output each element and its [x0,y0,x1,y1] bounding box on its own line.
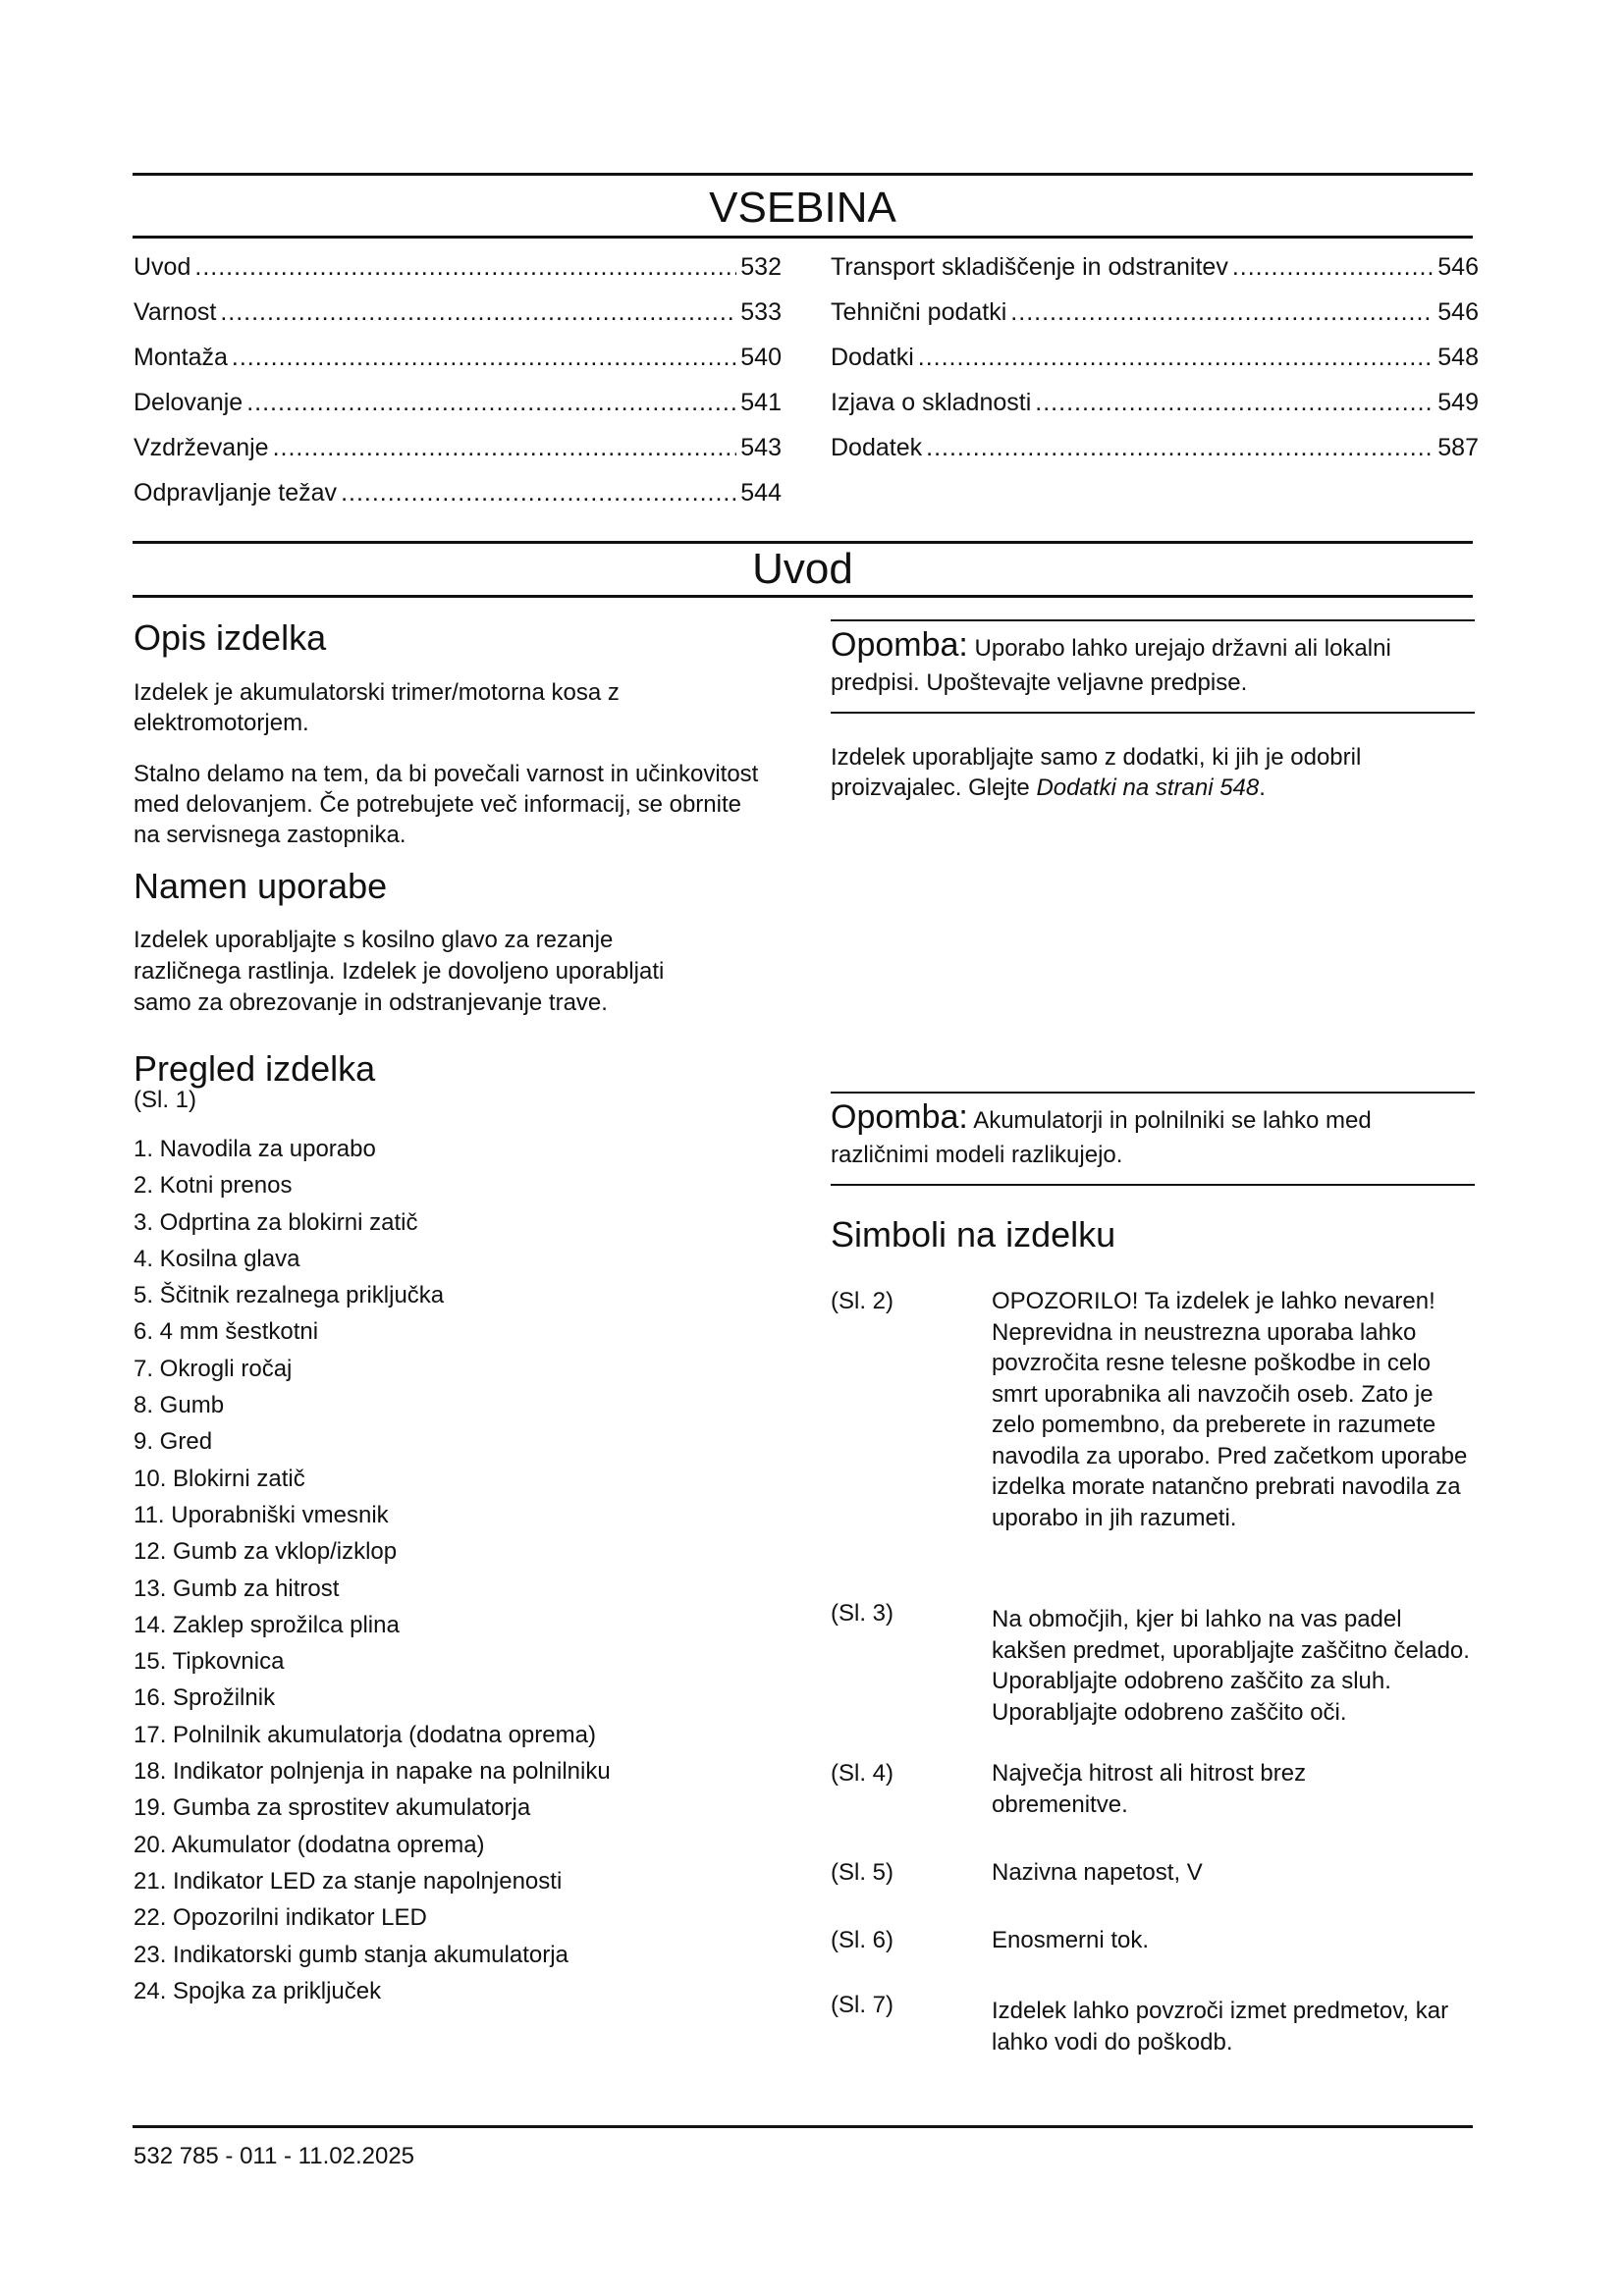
toc-entry-page: 544 [740,479,782,507]
list-item: 11. Uporabniški vmesnik [134,1501,389,1528]
list-item: 6. 4 mm šestkotni [134,1318,319,1346]
list-item: 16. Sprožilnik [134,1684,276,1712]
toc-left-column [134,247,782,518]
toc-entry-page: 533 [740,298,782,326]
list-item: 19. Gumba za sprostitev akumulatorja [134,1794,531,1822]
toc-entry[interactable] [134,428,782,473]
toc-entry-page: 549 [1437,389,1479,416]
toc-entry-page: 532 [740,253,782,281]
symbol-desc: Nazivna napetost, V [992,1859,1203,1886]
toc-entry-page: 541 [740,389,782,416]
intended-use [134,865,762,1019]
accessories-text: Izdelek uporabljajte samo z dodatki, ki jih je odobril proizvajalec. Glejte [831,744,1362,801]
list-item: 17. Polnilnik akumulatorja (dodatna oprema) [134,1721,596,1748]
list-item: 1. Navodila za uporabo [134,1136,376,1162]
toc-entry[interactable] [831,428,1479,473]
symbol-desc: Izdelek lahko povzroči izmet predmetov, kar lahko vodi do poškodb. [992,1998,1449,2056]
toc-entry[interactable] [134,383,782,428]
toc-entry-label: Vzdrževanje [134,434,269,461]
product-overview-heading: Pregled izdelka [134,1048,376,1089]
top-rule [133,173,1473,176]
intro-title: Uvod [752,545,853,593]
list-item: 18. Indikator polnjenja in napake na polnilniku [134,1758,611,1786]
accessories-end: . [1259,774,1266,801]
footer-doc-id: 532 785 - 011 - 11.02.2025 [134,2143,415,2169]
toc-entry-label: Varnost [134,298,217,326]
list-item: 22. Opozorilni indikator LED [134,1904,427,1932]
list-item: 15. Tipkovnica [134,1648,285,1676]
symbol-ref: (Sl. 2) [831,1288,894,1314]
note-label: Opomba: [831,1098,968,1136]
list-item: 9. Gred [134,1428,213,1456]
symbols-heading: Simboli na izdelku [831,1214,1116,1255]
symbol-ref: (Sl. 4) [831,1760,894,1787]
note-batteries [831,1092,1475,1186]
symbol-ref: (Sl. 7) [831,1992,894,2018]
toc-entry-label: Transport skladiščenje in odstranitev [831,253,1228,281]
list-item: 3. Odprtina za blokirni zatič [134,1208,418,1236]
toc-entry[interactable] [134,247,782,293]
list-item: 5. Ščitnik rezalnega priključka [134,1282,445,1309]
toc-entry[interactable] [831,247,1479,293]
contents-title: VSEBINA [709,184,896,232]
toc-right-column [831,247,1479,473]
symbol-ref: (Sl. 6) [831,1927,894,1953]
toc-entry-label: Odpravljanje težav [134,479,338,507]
toc-entry-page: 546 [1437,253,1479,281]
symbol-desc: OPOZORILO! Ta izdelek je lahko nevaren! Neprevidna in neustrezna uporaba lahko povzročita resne telesne poškodbe in celo smrt uporabnika ali navzočih oseb. Zato je zelo pomembno, da preberete in razumete navodila za uporabo. Pred začetkom uporabe izdelka morate natančno prebrati navodila za uporabo in jih razumeti. [992,1288,1468,1531]
symbols-section [831,1213,1475,1256]
product-overview-list [134,1131,762,2009]
intended-use-heading: Namen uporabe [134,866,388,906]
product-description-p2: Stalno delamo na tem, da bi povečali varnost in učinkovitost med delovanjem. Če potrebujete več informacij, se obrnite na servisnega zastopnika. [134,761,759,848]
toc-entry-label: Tehnični podatki [831,298,1007,326]
toc-entry[interactable] [134,338,782,383]
toc-entry-page: 543 [740,434,782,461]
list-item: 21. Indikator LED za stanje napolnjenosti [134,1867,563,1895]
list-item: 12. Gumb za vklop/izklop [134,1538,398,1566]
list-item: 4. Kosilna glava [134,1245,300,1272]
intended-use-p1: Izdelek uporabljajte s kosilno glavo za rezanje različnega rastlinja. Izdelek je dovoljeno uporabljati samo za obrezovanje in odstranjevanje trave. [134,927,665,1016]
product-description-heading: Opis izdelka [134,617,327,658]
list-item: 8. Gumb [134,1392,225,1419]
toc-entry[interactable] [134,473,782,518]
product-overview-figref: (Sl. 1) [134,1087,197,1113]
contents-rule [133,236,1473,239]
list-item: 24. Spojka za priključek [134,1977,382,2004]
toc-entry-label: Izjava o skladnosti [831,389,1032,416]
list-item: 2. Kotni prenos [134,1172,293,1200]
symbol-desc: Na območjih, kjer bi lahko na vas padel kakšen predmet, uporabljajte zaščitno čelado. Uporabljajte odobreno zaščito za sluh. Uporabljajte odobreno zaščito oči. [992,1606,1470,1726]
toc-entry-label: Dodatek [831,434,923,461]
accessories-link[interactable]: Dodatki na strani 548 [1036,774,1260,801]
list-item: 7. Okrogli ročaj [134,1355,293,1382]
toc-entry-page: 546 [1437,298,1479,326]
toc-entry[interactable] [831,293,1479,338]
accessories-paragraph [831,742,1475,803]
list-item: 13. Gumb za hitrost [134,1575,340,1602]
note-text: Uporabo lahko urejajo državni ali lokalni predpisi. Upoštevajte veljavne predpise. [831,635,1391,696]
product-description [134,616,762,850]
list-item: 14. Zaklep sprožilca plina [134,1611,400,1638]
toc-entry-page: 540 [740,344,782,371]
product-description-p1: Izdelek je akumulatorski trimer/motorna kosa z elektromotorjem. [134,679,620,736]
toc-entry-page: 587 [1437,434,1479,461]
footer-rule [133,2125,1473,2128]
toc-entry-label: Dodatki [831,344,914,371]
list-item: 20. Akumulator (dodatna oprema) [134,1831,485,1858]
symbol-ref: (Sl. 5) [831,1859,894,1886]
toc-entry-label: Uvod [134,253,191,281]
note-label: Opomba: [831,626,968,664]
note-text: Akumulatorji in polnilniki se lahko med različnimi modeli razlikujejo. [831,1107,1372,1168]
toc-entry[interactable] [134,293,782,338]
symbol-desc: Enosmerni tok. [992,1927,1150,1953]
toc-entry[interactable] [831,338,1479,383]
product-overview [134,1047,762,2009]
list-item: 10. Blokirni zatič [134,1465,305,1492]
toc-entry[interactable] [831,383,1479,428]
symbol-desc: Največja hitrost ali hitrost brez obremenitve. [992,1760,1307,1818]
symbol-ref: (Sl. 3) [831,1600,894,1627]
intro-rule [133,595,1473,598]
toc-entry-page: 548 [1437,344,1479,371]
toc-entry-label: Delovanje [134,389,244,416]
list-item: 23. Indikatorski gumb stanja akumulatorja [134,1941,568,1968]
toc-entry-label: Montaža [134,344,228,371]
note-regulations [831,619,1475,714]
